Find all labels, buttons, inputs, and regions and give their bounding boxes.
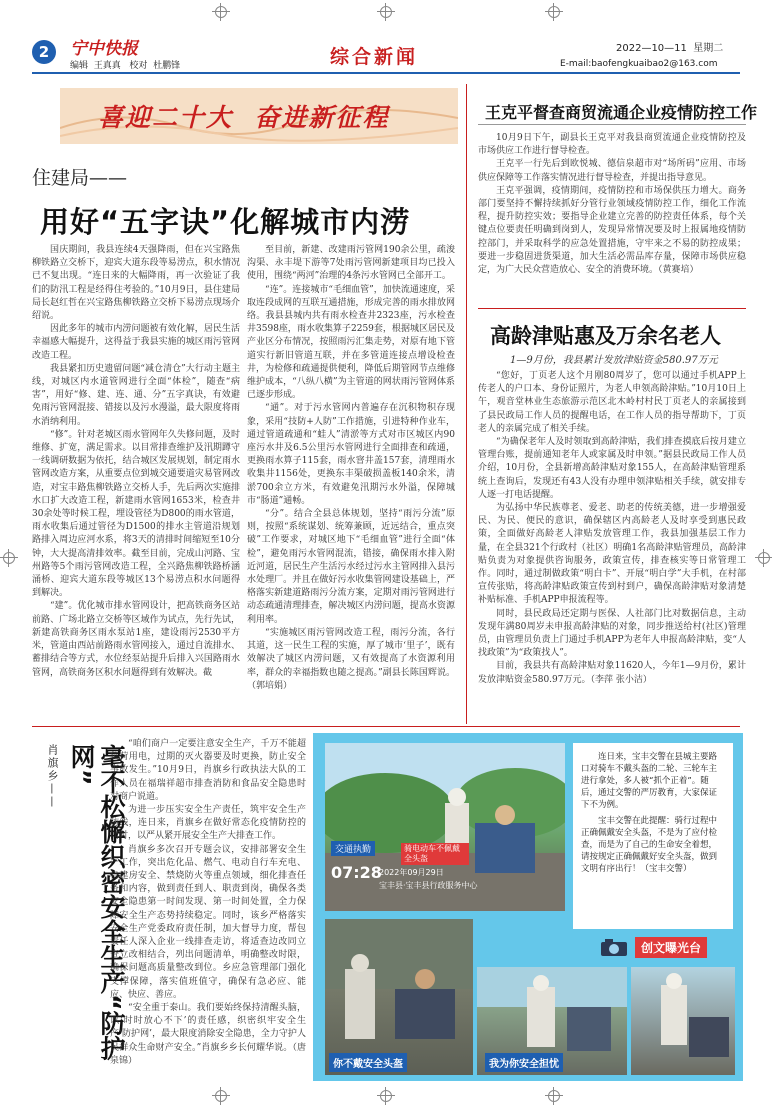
registration-mark	[548, 1090, 560, 1102]
photo-feature	[313, 733, 743, 1081]
registration-mark	[3, 552, 15, 564]
main-col-2	[247, 244, 455, 718]
overlay-date: 2022年09月29日	[379, 868, 444, 877]
photo-bottom-right-scene	[631, 967, 735, 1075]
staff-line	[70, 58, 180, 71]
paragraph: “您好，丁页老人这个月刚80周岁了，您可以通过手机APP上传老人的户口本、身份证照片，为老人申领高龄津贴。”10月10日上午，观音堂林业生态旅游示范区北木岭村村民丁页老人的亲属接到了县民政局工作人员的提醒电话，在工作人员的指导帮助下，丁页老人的亲属完成了相关手续。	[478, 371, 746, 434]
registration-mark	[380, 1090, 392, 1102]
photo-label-right: 我为你安全担忧	[485, 1053, 563, 1072]
photo-bottom-middle	[477, 967, 627, 1075]
caption-text-2: 宝丰交警在此提醒：骑行过程中正确佩戴安全头盔，不是为了应付检查，而是为了自己的生命安全着想，请按规定正确佩戴好安全头盔，做到文明有序出行！（宝丰交警）	[581, 816, 718, 874]
paragraph: 我县紧扣历史遗留问题“减仓清仓”大行动主题主线，对城区内水道管网进行全面“体检”，随查“病害”，用好“修、建、连、通、分”五字真诀，有效避免雨污管网混接、错接以及污水漫溢，最大限度将雨水消纳利用。	[32, 363, 240, 427]
main-headline: 用好“五字诀”化解城市内涝	[40, 205, 411, 239]
lower-rule	[32, 726, 740, 727]
photo-bottom-left-scene	[325, 919, 473, 1075]
banner-slogan: 喜迎二十大 奋进新征程	[98, 103, 390, 132]
overlay-time: 07:28	[331, 863, 382, 882]
safety-kicker: 肖旗乡——	[46, 744, 59, 809]
headline-rule	[478, 124, 746, 125]
paragraph: “咱们商户一定要注意安全生产，千万不能超负荷用电，过期的灭火器要及时更换，防止安全事故发生。”10月9日，肖旗乡行政执法大队的工作人员在福瑞祥超市排查消防和食品安全隐患时对商户说道。	[110, 739, 306, 802]
paragraph: “连”。连接城市“毛细血管”，加快流通速度，采取连段成网的互联互通措施，形成完善的雨水排放网络。我县县城内共有雨水检查井2323座，污水检查井3598座，雨水收集算子2259套，根据城区居民及产业区分布情况，按照雨污汇集走势，对原有地下管道实行新旧管道互联，并在多管道连接点增设检查井，为检修和疏通提供便利，降低后期管网节点维修维护成本，“八纵八横”为主管道的网状雨污管网体系已逐步形成。	[247, 284, 455, 401]
section-title: 综合新闻	[330, 46, 419, 68]
main-kicker: 住建局——	[32, 167, 128, 189]
issue-date	[616, 39, 723, 54]
editor-label: 编辑	[70, 61, 89, 71]
registration-mark	[380, 6, 392, 18]
header-rule	[32, 72, 740, 74]
paragraph: 同时，县民政局还定期与医保、人社部门比对数据信息，主动发现年满80周岁未申报高龄津贴的对象，同步推送给村(社区)管理员，由管理员负责上门通过手机APP为老年人申报高龄津贴，变“人找政策”为“政策找人”。	[478, 608, 746, 659]
registration-mark	[215, 6, 227, 18]
photo-bottom-right	[631, 967, 735, 1075]
right-top-body	[478, 132, 746, 302]
photo-main	[325, 743, 565, 911]
paragraph: 为进一步压实安全生产责任，筑牢安全生产防线，连日来，肖旗乡在做好常态化疫情防控的同时，以严从紧开展安全生产大排查工作。	[110, 805, 306, 842]
page-number-badge: 2	[32, 40, 56, 64]
overlay-headline: 骑电动车不佩戴全头盔	[401, 843, 469, 865]
overlay-location: 宝丰县·宝丰县行政服务中心	[379, 881, 478, 890]
main-col-1	[32, 244, 240, 718]
column-label-text: 创文曝光台	[635, 937, 707, 958]
photo-label-left: 你不戴安全头盔	[329, 1053, 407, 1072]
paragraph: “修”。针对老城区雨水管网年久失修问题，及时维修、扩宽，满足需求。以目常排查维护及汛期蹲守一线调研数据为依托，结合城区发展规划，制定雨水管网改造方案，从重要点位到城交通要道灾易管网改造，对宝丰路焦柳铁路立交桥人手，先后两次实施排水口扩大改造工程，新建雨水管网1653米，检查井30余处等时候工程，埋设管径为D800的雨水管道，雨水收集后通过管径为D1500的排水主管道沿规划路排入周边应河水系，将3天的清排时间缩短至10分钟，大大提高清排效率。截至目前，完成山河路、宝州路等5个雨污管网改造工程，全兴路焦柳铁路桥涵涌桥、迎宾大道东段等城区13个易涝点积水问题得到解决。	[32, 429, 240, 599]
caption-box	[573, 743, 733, 929]
paragraph: 目前，我县共有高龄津贴对象11620人，今年1—9月份，累计发放津贴资金580.97万元。（李萍 张小洁）	[478, 661, 746, 685]
caption-text: 连日来，宝丰交警在县城主要路口对骑车不戴头盔的二轮、三轮车主进行拿处，多人被“抓个正着”。随后，通过交警的严厉教育，大家保证下不为例。	[581, 752, 718, 810]
weekday: 星期二	[693, 43, 724, 54]
paragraph: “分”。结合全县总体规划，坚持“雨污分流”原则，按照“系统谋划、统筹兼顾，近远结合，重点突破”工作要求，对城区地下“毛细血管”进行全面“体检”，避免雨污水管网混流，错接，确保雨水排入附近河道，居民生产生活污水经过污水主管网排入县污水处理厂。并且在做好污水收集管网建设基础上，严格落实新建道路雨污分流方案，定期对雨污管网进行动态疏通清理排查，解决城区内涝问题，提高水资源利用率。	[247, 509, 455, 625]
safety-headline: 毫不松懈织密安全生产“防护网”	[67, 744, 126, 1061]
paragraph: 10月9日下午，副县长王克平对我县商贸流通企业疫情防控及市场供应工作进行督导检查。	[478, 133, 746, 157]
date: 2022—10—11	[616, 43, 687, 54]
banner	[60, 88, 458, 144]
proof-label: 校对	[129, 61, 148, 71]
photo-bottom-left	[325, 919, 473, 1075]
overlay-tag: 交通执勤	[331, 841, 375, 856]
registration-mark	[758, 552, 770, 564]
registration-mark	[215, 1090, 227, 1102]
paragraph: 肖旗乡多次召开专题会议，安排部署安全生产工作，突出危化品、燃气、电动自行车充电、自建房安全、禁烧防火等重点领域，细化排查任务和内容，做到责任到人、职责到岗，确保各类安全隐患第一时间发现、第一时间处置，全力保障安全生产态势持续稳定。同时，该乡严格落实安全生产党委政府责任制，加大督导力度，帮包责任人深入企业一线排查走访，将适查边改同立查立改相结合，列出问题清单，明确整改时限，确保问题高质量整改到位。乡应急管理部门强化支撑保障，落实值班值守，确保有急必应、能应、快应、善应。	[110, 844, 306, 1000]
paragraph: 至目前，新建、改建雨污管网190余公里，疏浚沟渠、永丰堤下游等7处雨污管网新建项目均已投入使用，围绕“两河”治理的4条污水管网已全部开工。	[247, 245, 455, 282]
paragraph: 王克平一行先后到欧悦城、德信泉超市对“场所码”应用、市场供应保障等工作落实情况进行督导检查，并提出指导意见。	[478, 159, 746, 183]
paragraph: 因此多年的城市内涝问题被有效化解，居民生活幸福感大幅提升，这得益于我县实施的城区雨污管网改造工程。	[32, 324, 240, 361]
right-top-headline: 王克平督查商贸流通企业疫情防控工作	[485, 103, 758, 122]
paragraph: 为弘扬中华民族尊老、爱老、助老的传统美德，进一步增强爱民、为民、便民的意识，确保辖区内高龄老人及时享受到惠民政策，全面做好高龄老人津贴发放管理工作，我县加强基层工作力量，在全县321个行政村（社区）明确1名高龄津贴管理员，高龄津贴负责为对象提供咨询服务，政策宣传，排查核实等日常管理工作。同时，通过制做政策“明白卡”、开展“明白学”大手机，在村部宣传张贴，将高龄津贴政策宣传到村到户，确保高龄津贴对象清楚补贴标准、手机APP申报流程等。	[478, 503, 746, 606]
editor-name: 王真真	[93, 61, 121, 71]
safety-body	[110, 738, 306, 1080]
elderly-subtitle: 1—9月份，我县累计发放津贴资金580.97万元	[510, 355, 718, 366]
paragraph: “通”。对于污水管网内普遍存在沉积物积存现象，采用“技防+人防”工作措施，引进特种作业车，通过管道疏通和“蛙人”清淤等方式对市区城区内90座污水井及6.5公里污水管网进行全面排查和疏通，更换雨水算子115套，雨水窨井盖157套，清理雨水收集井1156处，更换东丰渠破损盖板140余米，清淤700余立方米，有效避免汛期污水外溢，保障城市“肠道”通畅。	[247, 403, 455, 506]
email: E-mail:baofengkuaibao2@163.com	[560, 59, 718, 69]
proof-name: 杜鹏锋	[153, 61, 181, 71]
paragraph: 王克平强调，疫情期间，疫情防控和市场保供压力增大。商务部门要坚持不懈持续抓好分管行业领域疫情防控工作，细化工作流程，提升防控实效；要指导企业建立完善的防控责任体系，每个关键点位要责任明确到岗到人，发现异常情况要及时上报属地疫情防控部门，并采取科学的应急处置措施，守牢来之不易的防控成果；要进一步稳固进货渠道，加大生活必需品库存量，保障市场供应稳定，为广大民众营造放心、安全的消费环境。（黄赛培）	[478, 185, 746, 276]
paragraph: “为确保老年人及时领取到高龄津贴，我们排查摸底后按月建立管理台账，提前通知老年人或家属及时申领。”据县民政局工作人员介绍，10月份，全县新增高龄津贴对象155人，在高龄津贴管理系统上查询后，发现还有43人没有办理申领津贴相关手续，就安排专人逐一打电话提醒。	[478, 437, 746, 500]
paragraph: 国庆期间，我县连续4天强降雨，但在兴宝路焦柳铁路立交桥下，迎宾大道东段等易涝点，积水情况已不复出现。“连日来的大幅降雨，再一次验证了我们的防汛工程是经得住考验的。”10月9日，县住建局局长赵红哲在兴宝路焦柳铁路立交桥下易涝点现场介绍说。	[32, 245, 240, 322]
column-label	[595, 935, 735, 959]
column-divider	[466, 84, 467, 724]
registration-mark	[548, 6, 560, 18]
paragraph: “建”。优化城市排水管网设计，把高铁商务区站前路、广场北路立交桥等区域作为试点，先行先试，新建高铁商务区雨水泵站1座，建设雨污2530平方米，管道由西站前路雨水管网接入，通过自流排水、蓄排结合等方式，水位经泵站提升后排入兴国路雨水管网，高铁商务区积水问题得到有效解决。截	[32, 601, 240, 678]
paper-logo: 宁中快报	[70, 39, 138, 59]
section-rule	[478, 308, 746, 309]
elderly-body	[478, 370, 746, 716]
paragraph: “实施城区雨污管网改造工程，雨污分流，各行其道，这一民生工程的实施，厚了城市‘里子’，既有效解决了城区内涝问题，又有效提高了水资源利用率，群众的幸福指数也随之提高。”副县长陈国辉说。（郭培娟）	[247, 627, 455, 691]
paragraph: “安全重于泰山。我们要始终保持清醒头脑，以‘时时放心不下’的责任感，织密织牢安全生产‘防护网’，最大限度消除安全隐患，全力守护人民群众生命财产安全。”肖旗乡乡长何耀华说。（唐泉锦）	[110, 1003, 306, 1066]
elderly-headline: 高龄津贴惠及万余名老人	[490, 324, 721, 348]
camera-icon	[595, 935, 635, 959]
